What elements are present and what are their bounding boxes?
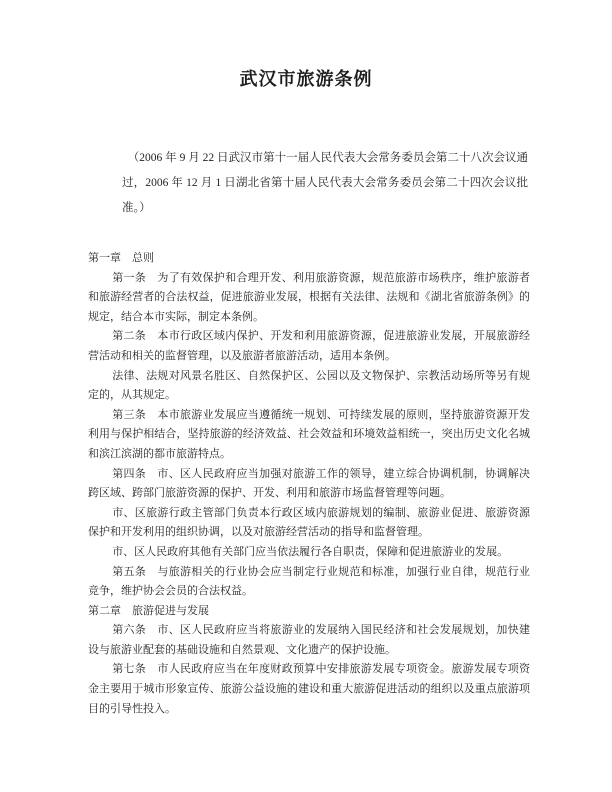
article-paragraph: 第五条 与旅游相关的行业协会应当制定行业规范和标准，加强行业自律，规范行业竞争，维护协会会员的合法权益。 — [88, 565, 530, 598]
article-paragraph: 第四条 市、区人民政府应当加强对旅游工作的领导，建立综合协调机制，协调解决跨区域、跨部门旅游资源的保护、开发、利用和旅游市场监督管理等问题。 — [88, 467, 530, 500]
article-paragraph: 第三条 本市旅游业发展应当遵循统一规划、可持续发展的原则，坚持旅游资源开发利用与保护相结合，坚持旅游的经济效益、社会效益和环境效益相统一，突出历史文化名城和滨江滨湖的都市旅游特点。 — [88, 408, 530, 460]
article-paragraph: 第六条 市、区人民政府应当将旅游业的发展纳入国民经济和社会发展规划，加快建设与旅游业配套的基础设施和自然景观、文化遗产的保护设施。 — [88, 624, 530, 656]
article-paragraph: 第一条 为了有效保护和合理开发、利用旅游资源，规范旅游市场秩序，维护旅游者和旅游经营者的合法权益，促进旅游业发展，根据有关法律、法规和《湖北省旅游条例》的规定，结合本市实际，制定本条例。 — [88, 271, 530, 323]
chapter-heading: 第二章 旅游促进与发展 — [88, 604, 209, 617]
document-body — [88, 249, 530, 719]
article-paragraph: 第七条 市人民政府应当在年度财政预算中安排旅游发展专项资金。旅游发展专项资金主要用于城市形象宣传、旅游公益设施的建设和重大旅游促进活动的组织以及重点旅游项目的引导性投入。 — [88, 663, 530, 715]
chapter-heading: 第一章 总则 — [88, 252, 154, 264]
article-paragraph: 市、区旅游行政主管部门负责本行政区域内旅游规划的编制、旅游业促进、旅游资源保护和开发利用的组织协调，以及对旅游经营活动的指导和监督管理。 — [88, 506, 530, 539]
preamble: （2006 年 9 月 22 日武汉市第十一届人民代表大会常务委员会第二十八次会议通过，2006 年 12 月 1 日湖北省第十届人民代表大会常务委员会第二十四次会议批准。） — [122, 152, 528, 214]
article-paragraph: 法律、法规对风景名胜区、自然保护区、公园以及文物保护、宗教活动场所等另有规定的，从其规定。 — [88, 369, 530, 402]
article-paragraph: 第二条 本市行政区域内保护、开发和利用旅游资源，促进旅游业发展，开展旅游经营活动和相关的监督管理，以及旅游者旅游活动，适用本条例。 — [88, 330, 530, 362]
article-paragraph: 市、区人民政府其他有关部门应当依法履行各自职责，保障和促进旅游业的发展。 — [112, 545, 509, 558]
document-title: 武汉市旅游条例 — [239, 69, 373, 89]
